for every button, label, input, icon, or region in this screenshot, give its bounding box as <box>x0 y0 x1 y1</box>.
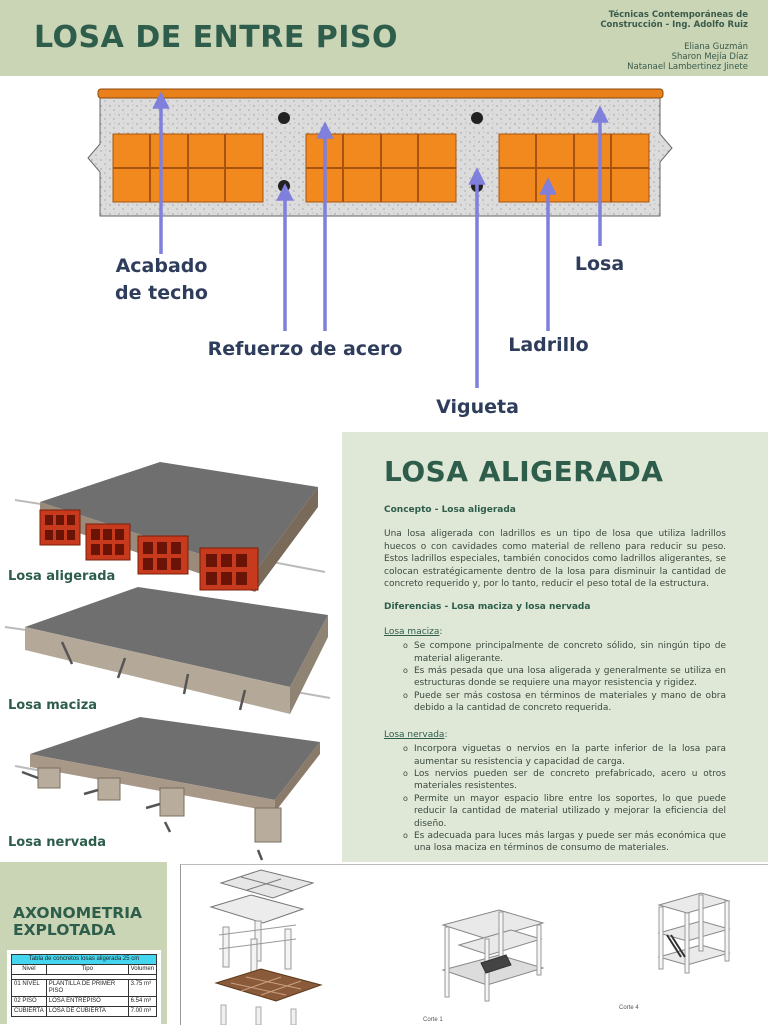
brick-block-2 <box>306 134 456 202</box>
course-line-1: Técnicas Contemporáneas de <box>608 10 748 20</box>
author-1: Eliana Guzmán <box>684 42 748 52</box>
label-ladrillo: Ladrillo <box>508 334 589 356</box>
structure-perspective-2 <box>659 893 729 973</box>
differences-heading: Diferencias - Losa maciza y losa nervada <box>384 602 591 613</box>
nervada-list <box>384 743 726 855</box>
cell: 7.00 m³ <box>128 1007 156 1017</box>
slab-section-diagram <box>0 76 768 431</box>
table-title: Tabla de concretos losas aligerada 25 cm <box>12 955 157 965</box>
slab-types-drawing <box>0 432 342 862</box>
maciza-item-1: o Se compone principalmente de concreto sólido, sin ningún tipo de material aligerante. <box>414 640 726 665</box>
axonometric-views <box>180 864 768 1025</box>
label-acabado-line-2: de techo <box>115 282 208 304</box>
label-acabado <box>104 253 219 307</box>
brick-block-1 <box>113 134 263 202</box>
nervada-item-1: o Incorpora viguetas o nervios en la parte inferior de la losa para aumentar su resistencia y capacidad de carga. <box>414 743 726 768</box>
maciza-heading: Losa maciza: <box>384 626 443 637</box>
nervada-heading-text: Losa nervada <box>384 729 445 740</box>
concept-paragraph: Una losa aligerada con ladrillos es un tipo de losa que utiliza ladrillos huecos o con cavidades como material de relleno para reducir su peso. Estos ladrillos especiales, también conocidos como ladrillos aligerantes, se colocan estratégicamente dentro de la losa para disminuir la cantidad de concreto requerido y, por lo tanto, reducir el peso total de la estructura. <box>384 529 726 590</box>
maciza-item-3: o Puede ser más costosa en términos de materiales y mano de obra debido a la cantidad de concreto requerida. <box>414 690 726 715</box>
maciza-list <box>384 640 726 714</box>
axonometry-title-line-2: EXPLOTADA <box>13 921 116 939</box>
brick-block-3 <box>499 134 649 202</box>
label-losa-maciza: Losa maciza <box>8 698 98 713</box>
caption-corte-1: Corte 1 <box>423 1017 443 1023</box>
table-row <box>12 997 157 1007</box>
nervada-item-2: o Los nervios pueden ser de concreto prefabricado, acero u otros materiales resistentes. <box>414 768 726 793</box>
label-losa-aligerada: Losa aligerada <box>8 569 116 584</box>
nervada-heading: Losa nervada: <box>384 729 448 740</box>
label-refuerzo: Refuerzo de acero <box>207 338 403 360</box>
axonometric-drawings <box>181 865 768 1025</box>
maciza-heading-text: Losa maciza <box>384 626 440 637</box>
page-title: LOSA DE ENTRE PISO <box>34 20 399 55</box>
cell: LOSA ENTREPISO <box>46 997 128 1007</box>
col-volumen: Volumen <box>128 965 156 975</box>
section-title: LOSA ALIGERADA <box>384 455 664 488</box>
cell: PLANTILLA DE PRIMER PISO <box>46 980 128 997</box>
concrete-table-container <box>7 950 161 1024</box>
label-losa-nervada: Losa nervada <box>8 835 107 850</box>
nervada-item-4: o Es adecuada para luces más largas y puede ser más económica que una losa maciza en términos de consumo de materiales. <box>414 830 726 855</box>
label-acabado-line-1: Acabado <box>115 255 208 277</box>
label-losa: Losa <box>574 253 625 275</box>
structure-perspective-1 <box>443 910 543 1001</box>
nervada-item-3: o Permite un mayor espacio libre entre los soportes, lo que puede reducir la cantidad de material utilizado y mejorar la eficiencia del diseño. <box>414 793 726 830</box>
rebar-bottom-1 <box>278 180 290 192</box>
authors-list <box>627 42 748 72</box>
table-header-row <box>12 965 157 975</box>
label-vigueta: Vigueta <box>436 396 519 418</box>
cell: CUBIERTA <box>12 1007 47 1017</box>
caption-corte-4: Corte 4 <box>619 1005 639 1011</box>
rebar-top-1 <box>278 112 290 124</box>
rebar-top-2 <box>471 112 483 124</box>
cell: 6.54 m³ <box>128 997 156 1007</box>
col-tipo: Tipo <box>46 965 128 975</box>
concept-heading: Concepto - Losa aligerada <box>384 505 516 515</box>
cell: 02 PISO <box>12 997 47 1007</box>
course-line-2: Construcción - Ing. Adolfo Ruiz <box>600 20 748 30</box>
maciza-item-2: o Es más pesada que una losa aligerada y generalmente se utiliza en estructuras donde se requiere una mayor resistencia y rigidez. <box>414 665 726 690</box>
text-body <box>384 504 726 855</box>
cell: LOSA DE CUBIERTA <box>46 1007 128 1017</box>
course-info <box>600 10 748 30</box>
table-row <box>12 980 157 997</box>
axonometry-title <box>13 905 142 939</box>
finish-layer <box>98 89 663 98</box>
author-3: Natanael Lambertinez Jinete <box>627 62 748 72</box>
slab-maciza-drawing <box>5 587 330 714</box>
cell: 01 NIVEL <box>12 980 47 997</box>
exploded-axonometry <box>211 870 321 1025</box>
concrete-table <box>11 954 157 1017</box>
axonometry-title-line-1: AXONOMETRIA <box>13 904 143 922</box>
col-nivel: Nivel <box>12 965 47 975</box>
table-row <box>12 1007 157 1017</box>
slab-types-illustration <box>0 432 342 862</box>
cell: 3.75 m³ <box>128 980 156 997</box>
author-2: Sharon Mejía Díaz <box>671 52 748 62</box>
